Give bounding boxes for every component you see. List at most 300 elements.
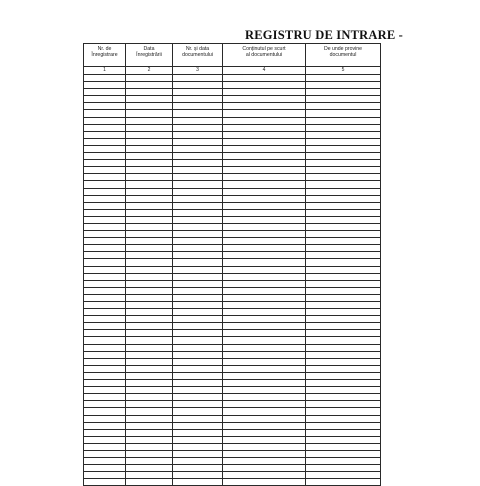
column-header-label: Nr. și data documentului bbox=[182, 46, 213, 58]
table-cell bbox=[306, 96, 381, 103]
table-cell bbox=[84, 351, 126, 358]
table-cell bbox=[84, 117, 126, 124]
table-cell bbox=[306, 472, 381, 479]
table-cell bbox=[306, 401, 381, 408]
table-cell bbox=[126, 75, 173, 82]
table-row bbox=[84, 408, 381, 415]
table-cell bbox=[223, 181, 306, 188]
table-row bbox=[84, 238, 381, 245]
table-cell bbox=[173, 181, 223, 188]
table-cell bbox=[84, 181, 126, 188]
table-cell bbox=[223, 266, 306, 273]
column-number: 2 bbox=[126, 67, 173, 75]
column-number-row bbox=[84, 67, 381, 75]
table-cell bbox=[84, 174, 126, 181]
table-cell bbox=[84, 238, 126, 245]
table-cell bbox=[126, 82, 173, 89]
table-row bbox=[84, 216, 381, 223]
table-cell bbox=[223, 195, 306, 202]
table-row bbox=[84, 89, 381, 96]
table-cell bbox=[223, 245, 306, 252]
table-row bbox=[84, 75, 381, 82]
table-cell bbox=[223, 96, 306, 103]
table-cell bbox=[306, 209, 381, 216]
table-cell bbox=[306, 429, 381, 436]
table-cell bbox=[223, 309, 306, 316]
page-title: REGISTRU DE INTRARE - bbox=[245, 28, 404, 42]
column-header-document-origin bbox=[306, 44, 381, 67]
table-cell bbox=[306, 316, 381, 323]
table-cell bbox=[84, 160, 126, 167]
table-cell bbox=[84, 110, 126, 117]
table-cell bbox=[173, 209, 223, 216]
table-cell bbox=[173, 231, 223, 238]
table-cell bbox=[173, 160, 223, 167]
table-cell bbox=[223, 75, 306, 82]
table-cell bbox=[306, 259, 381, 266]
table-cell bbox=[126, 422, 173, 429]
table-cell bbox=[223, 337, 306, 344]
table-cell bbox=[126, 372, 173, 379]
table-row bbox=[84, 287, 381, 294]
table-cell bbox=[306, 380, 381, 387]
table-cell bbox=[173, 294, 223, 301]
table-cell bbox=[173, 89, 223, 96]
table-cell bbox=[126, 231, 173, 238]
table-row bbox=[84, 316, 381, 323]
table-cell bbox=[223, 117, 306, 124]
table-row bbox=[84, 443, 381, 450]
table-cell bbox=[306, 287, 381, 294]
table-cell bbox=[84, 266, 126, 273]
table-cell bbox=[84, 422, 126, 429]
table-row bbox=[84, 124, 381, 131]
table-cell bbox=[84, 450, 126, 457]
table-cell bbox=[223, 408, 306, 415]
table-cell bbox=[306, 75, 381, 82]
table-cell bbox=[126, 337, 173, 344]
table-cell bbox=[173, 401, 223, 408]
table-cell bbox=[306, 372, 381, 379]
table-cell bbox=[306, 195, 381, 202]
table-cell bbox=[84, 408, 126, 415]
register-table bbox=[83, 43, 381, 486]
table-cell bbox=[84, 302, 126, 309]
table-cell bbox=[126, 209, 173, 216]
table-cell bbox=[223, 415, 306, 422]
table-cell bbox=[126, 344, 173, 351]
table-cell bbox=[84, 323, 126, 330]
table-cell bbox=[84, 472, 126, 479]
table-cell bbox=[306, 323, 381, 330]
table-cell bbox=[223, 167, 306, 174]
table-row bbox=[84, 351, 381, 358]
table-cell bbox=[84, 124, 126, 131]
table-row bbox=[84, 131, 381, 138]
table-cell bbox=[223, 294, 306, 301]
table-row bbox=[84, 252, 381, 259]
table-cell bbox=[223, 131, 306, 138]
table-cell bbox=[173, 153, 223, 160]
table-cell bbox=[84, 309, 126, 316]
table-cell bbox=[84, 223, 126, 230]
table-cell bbox=[223, 252, 306, 259]
table-cell bbox=[306, 422, 381, 429]
table-cell bbox=[126, 429, 173, 436]
table-cell bbox=[84, 436, 126, 443]
table-row bbox=[84, 174, 381, 181]
table-row bbox=[84, 195, 381, 202]
table-cell bbox=[173, 465, 223, 472]
table-cell bbox=[126, 117, 173, 124]
table-cell bbox=[173, 245, 223, 252]
table-cell bbox=[306, 458, 381, 465]
table-cell bbox=[306, 358, 381, 365]
table-cell bbox=[306, 103, 381, 110]
table-cell bbox=[126, 167, 173, 174]
table-cell bbox=[173, 330, 223, 337]
table-row bbox=[84, 103, 381, 110]
table-cell bbox=[223, 238, 306, 245]
table-cell bbox=[306, 252, 381, 259]
column-header-label: Data Înregistrării bbox=[136, 46, 162, 58]
table-row bbox=[84, 259, 381, 266]
table-cell bbox=[173, 472, 223, 479]
table-cell bbox=[84, 103, 126, 110]
table-cell bbox=[84, 138, 126, 145]
table-cell bbox=[306, 131, 381, 138]
table-cell bbox=[126, 103, 173, 110]
table-cell bbox=[173, 138, 223, 145]
table-cell bbox=[173, 96, 223, 103]
table-cell bbox=[306, 82, 381, 89]
table-cell bbox=[173, 458, 223, 465]
table-cell bbox=[126, 96, 173, 103]
table-cell bbox=[173, 259, 223, 266]
table-cell bbox=[84, 209, 126, 216]
table-row bbox=[84, 330, 381, 337]
column-header-registration-number bbox=[84, 44, 126, 67]
table-cell bbox=[306, 266, 381, 273]
table-cell bbox=[84, 372, 126, 379]
table-row bbox=[84, 294, 381, 301]
table-cell bbox=[173, 195, 223, 202]
table-cell bbox=[173, 223, 223, 230]
table-cell bbox=[126, 323, 173, 330]
table-cell bbox=[223, 174, 306, 181]
table-cell bbox=[173, 436, 223, 443]
table-cell bbox=[173, 408, 223, 415]
table-cell bbox=[84, 429, 126, 436]
table-cell bbox=[306, 245, 381, 252]
table-cell bbox=[223, 472, 306, 479]
table-cell bbox=[173, 202, 223, 209]
table-cell bbox=[84, 96, 126, 103]
table-cell bbox=[126, 89, 173, 96]
column-number: 5 bbox=[306, 67, 381, 75]
table-row bbox=[84, 450, 381, 457]
table-row bbox=[84, 372, 381, 379]
table-row bbox=[84, 223, 381, 230]
table-row bbox=[84, 82, 381, 89]
table-cell bbox=[223, 223, 306, 230]
table-cell bbox=[173, 415, 223, 422]
table-cell bbox=[223, 358, 306, 365]
table-cell bbox=[126, 238, 173, 245]
table-cell bbox=[223, 422, 306, 429]
table-cell bbox=[306, 344, 381, 351]
table-row bbox=[84, 145, 381, 152]
table-cell bbox=[306, 202, 381, 209]
table-cell bbox=[84, 188, 126, 195]
table-cell bbox=[173, 273, 223, 280]
table-cell bbox=[306, 408, 381, 415]
table-cell bbox=[126, 351, 173, 358]
table-cell bbox=[173, 450, 223, 457]
table-cell bbox=[223, 436, 306, 443]
table-cell bbox=[173, 174, 223, 181]
column-header-registration-date bbox=[126, 44, 173, 67]
table-cell bbox=[126, 472, 173, 479]
table-cell bbox=[84, 259, 126, 266]
table-cell bbox=[173, 323, 223, 330]
table-cell bbox=[173, 266, 223, 273]
table-row bbox=[84, 138, 381, 145]
table-cell bbox=[173, 252, 223, 259]
table-row bbox=[84, 96, 381, 103]
table-row bbox=[84, 181, 381, 188]
table-cell bbox=[84, 287, 126, 294]
table-row bbox=[84, 472, 381, 479]
column-header-label: Conținutul pe scurt al documentului bbox=[242, 46, 286, 58]
table-cell bbox=[126, 330, 173, 337]
table-row bbox=[84, 153, 381, 160]
table-cell bbox=[173, 316, 223, 323]
table-cell bbox=[306, 160, 381, 167]
table-cell bbox=[126, 252, 173, 259]
table-cell bbox=[126, 131, 173, 138]
table-cell bbox=[126, 138, 173, 145]
table-row bbox=[84, 209, 381, 216]
table-cell bbox=[173, 280, 223, 287]
table-row bbox=[84, 337, 381, 344]
table-cell bbox=[126, 174, 173, 181]
table-cell bbox=[126, 302, 173, 309]
table-cell bbox=[306, 465, 381, 472]
table-cell bbox=[84, 202, 126, 209]
table-cell bbox=[126, 380, 173, 387]
table-cell bbox=[306, 280, 381, 287]
table-cell bbox=[84, 82, 126, 89]
table-cell bbox=[223, 344, 306, 351]
table-cell bbox=[223, 380, 306, 387]
table-cell bbox=[306, 394, 381, 401]
table-cell bbox=[126, 443, 173, 450]
table-cell bbox=[306, 415, 381, 422]
table-cell bbox=[306, 153, 381, 160]
table-cell bbox=[173, 103, 223, 110]
table-cell bbox=[306, 216, 381, 223]
table-cell bbox=[126, 202, 173, 209]
table-cell bbox=[306, 309, 381, 316]
table-cell bbox=[223, 429, 306, 436]
table-row bbox=[84, 110, 381, 117]
table-cell bbox=[173, 82, 223, 89]
table-row bbox=[84, 365, 381, 372]
table-cell bbox=[84, 394, 126, 401]
table-cell bbox=[306, 302, 381, 309]
table-cell bbox=[126, 153, 173, 160]
table-row bbox=[84, 344, 381, 351]
table-cell bbox=[84, 280, 126, 287]
table-cell bbox=[84, 131, 126, 138]
table-cell bbox=[84, 245, 126, 252]
table-cell bbox=[306, 450, 381, 457]
table-cell bbox=[126, 160, 173, 167]
table-cell bbox=[126, 245, 173, 252]
table-cell bbox=[306, 174, 381, 181]
table-cell bbox=[223, 82, 306, 89]
table-cell bbox=[306, 337, 381, 344]
table-cell bbox=[173, 309, 223, 316]
table-cell bbox=[84, 294, 126, 301]
table-cell bbox=[306, 238, 381, 245]
table-cell bbox=[173, 372, 223, 379]
table-cell bbox=[223, 145, 306, 152]
table-cell bbox=[306, 145, 381, 152]
table-cell bbox=[126, 188, 173, 195]
table-row bbox=[84, 302, 381, 309]
table-cell bbox=[84, 344, 126, 351]
table-row bbox=[84, 429, 381, 436]
table-cell bbox=[306, 365, 381, 372]
table-cell bbox=[84, 443, 126, 450]
table-cell bbox=[223, 401, 306, 408]
table-row bbox=[84, 401, 381, 408]
table-cell bbox=[223, 394, 306, 401]
table-row bbox=[84, 117, 381, 124]
table-cell bbox=[126, 401, 173, 408]
table-cell bbox=[173, 238, 223, 245]
table-cell bbox=[173, 344, 223, 351]
table-cell bbox=[223, 273, 306, 280]
table-cell bbox=[84, 465, 126, 472]
table-cell bbox=[126, 465, 173, 472]
table-cell bbox=[84, 231, 126, 238]
table-cell bbox=[173, 351, 223, 358]
table-cell bbox=[126, 394, 173, 401]
table-cell bbox=[84, 195, 126, 202]
table-cell bbox=[306, 181, 381, 188]
table-row bbox=[84, 245, 381, 252]
table-cell bbox=[84, 153, 126, 160]
table-cell bbox=[84, 89, 126, 96]
table-cell bbox=[223, 89, 306, 96]
table-cell bbox=[306, 351, 381, 358]
table-cell bbox=[126, 387, 173, 394]
table-cell bbox=[84, 167, 126, 174]
table-cell bbox=[223, 351, 306, 358]
table-cell bbox=[84, 145, 126, 152]
table-cell bbox=[223, 302, 306, 309]
table-cell bbox=[126, 408, 173, 415]
table-cell bbox=[84, 330, 126, 337]
table-cell bbox=[223, 365, 306, 372]
table-cell bbox=[173, 302, 223, 309]
table-cell bbox=[173, 287, 223, 294]
column-header-label: De unde provine documentul bbox=[323, 46, 363, 58]
table-cell bbox=[126, 458, 173, 465]
table-row bbox=[84, 394, 381, 401]
table-cell bbox=[223, 450, 306, 457]
table-row bbox=[84, 458, 381, 465]
table-cell bbox=[306, 436, 381, 443]
column-header-document-number-date bbox=[173, 44, 223, 67]
table-row bbox=[84, 358, 381, 365]
table-row bbox=[84, 309, 381, 316]
table-row bbox=[84, 273, 381, 280]
table-cell bbox=[126, 266, 173, 273]
table-cell bbox=[126, 415, 173, 422]
table-cell bbox=[223, 160, 306, 167]
table-cell bbox=[306, 124, 381, 131]
table-cell bbox=[223, 372, 306, 379]
table-cell bbox=[306, 138, 381, 145]
table-row bbox=[84, 280, 381, 287]
table-cell bbox=[126, 309, 173, 316]
table-cell bbox=[223, 323, 306, 330]
table-row bbox=[84, 202, 381, 209]
table-row bbox=[84, 323, 381, 330]
table-cell bbox=[306, 110, 381, 117]
table-cell bbox=[173, 358, 223, 365]
table-cell bbox=[173, 394, 223, 401]
table-cell bbox=[84, 387, 126, 394]
table-cell bbox=[84, 458, 126, 465]
table-cell bbox=[126, 294, 173, 301]
table-cell bbox=[306, 330, 381, 337]
table-cell bbox=[223, 110, 306, 117]
table-cell bbox=[84, 316, 126, 323]
table-cell bbox=[306, 89, 381, 96]
table-cell bbox=[126, 273, 173, 280]
table-cell bbox=[223, 188, 306, 195]
table-cell bbox=[126, 280, 173, 287]
table-row bbox=[84, 167, 381, 174]
table-row bbox=[84, 415, 381, 422]
table-cell bbox=[173, 387, 223, 394]
table-row bbox=[84, 380, 381, 387]
table-cell bbox=[173, 131, 223, 138]
table-cell bbox=[126, 195, 173, 202]
table-row bbox=[84, 188, 381, 195]
table-cell bbox=[84, 216, 126, 223]
register-entries bbox=[84, 75, 381, 486]
table-cell bbox=[173, 110, 223, 117]
table-cell bbox=[223, 287, 306, 294]
table-cell bbox=[126, 316, 173, 323]
table-cell bbox=[306, 294, 381, 301]
table-cell bbox=[84, 75, 126, 82]
table-cell bbox=[223, 443, 306, 450]
table-cell bbox=[126, 110, 173, 117]
table-row bbox=[84, 436, 381, 443]
table-cell bbox=[173, 443, 223, 450]
table-cell bbox=[306, 387, 381, 394]
table-cell bbox=[84, 415, 126, 422]
column-header-document-summary bbox=[223, 44, 306, 67]
table-cell bbox=[306, 443, 381, 450]
